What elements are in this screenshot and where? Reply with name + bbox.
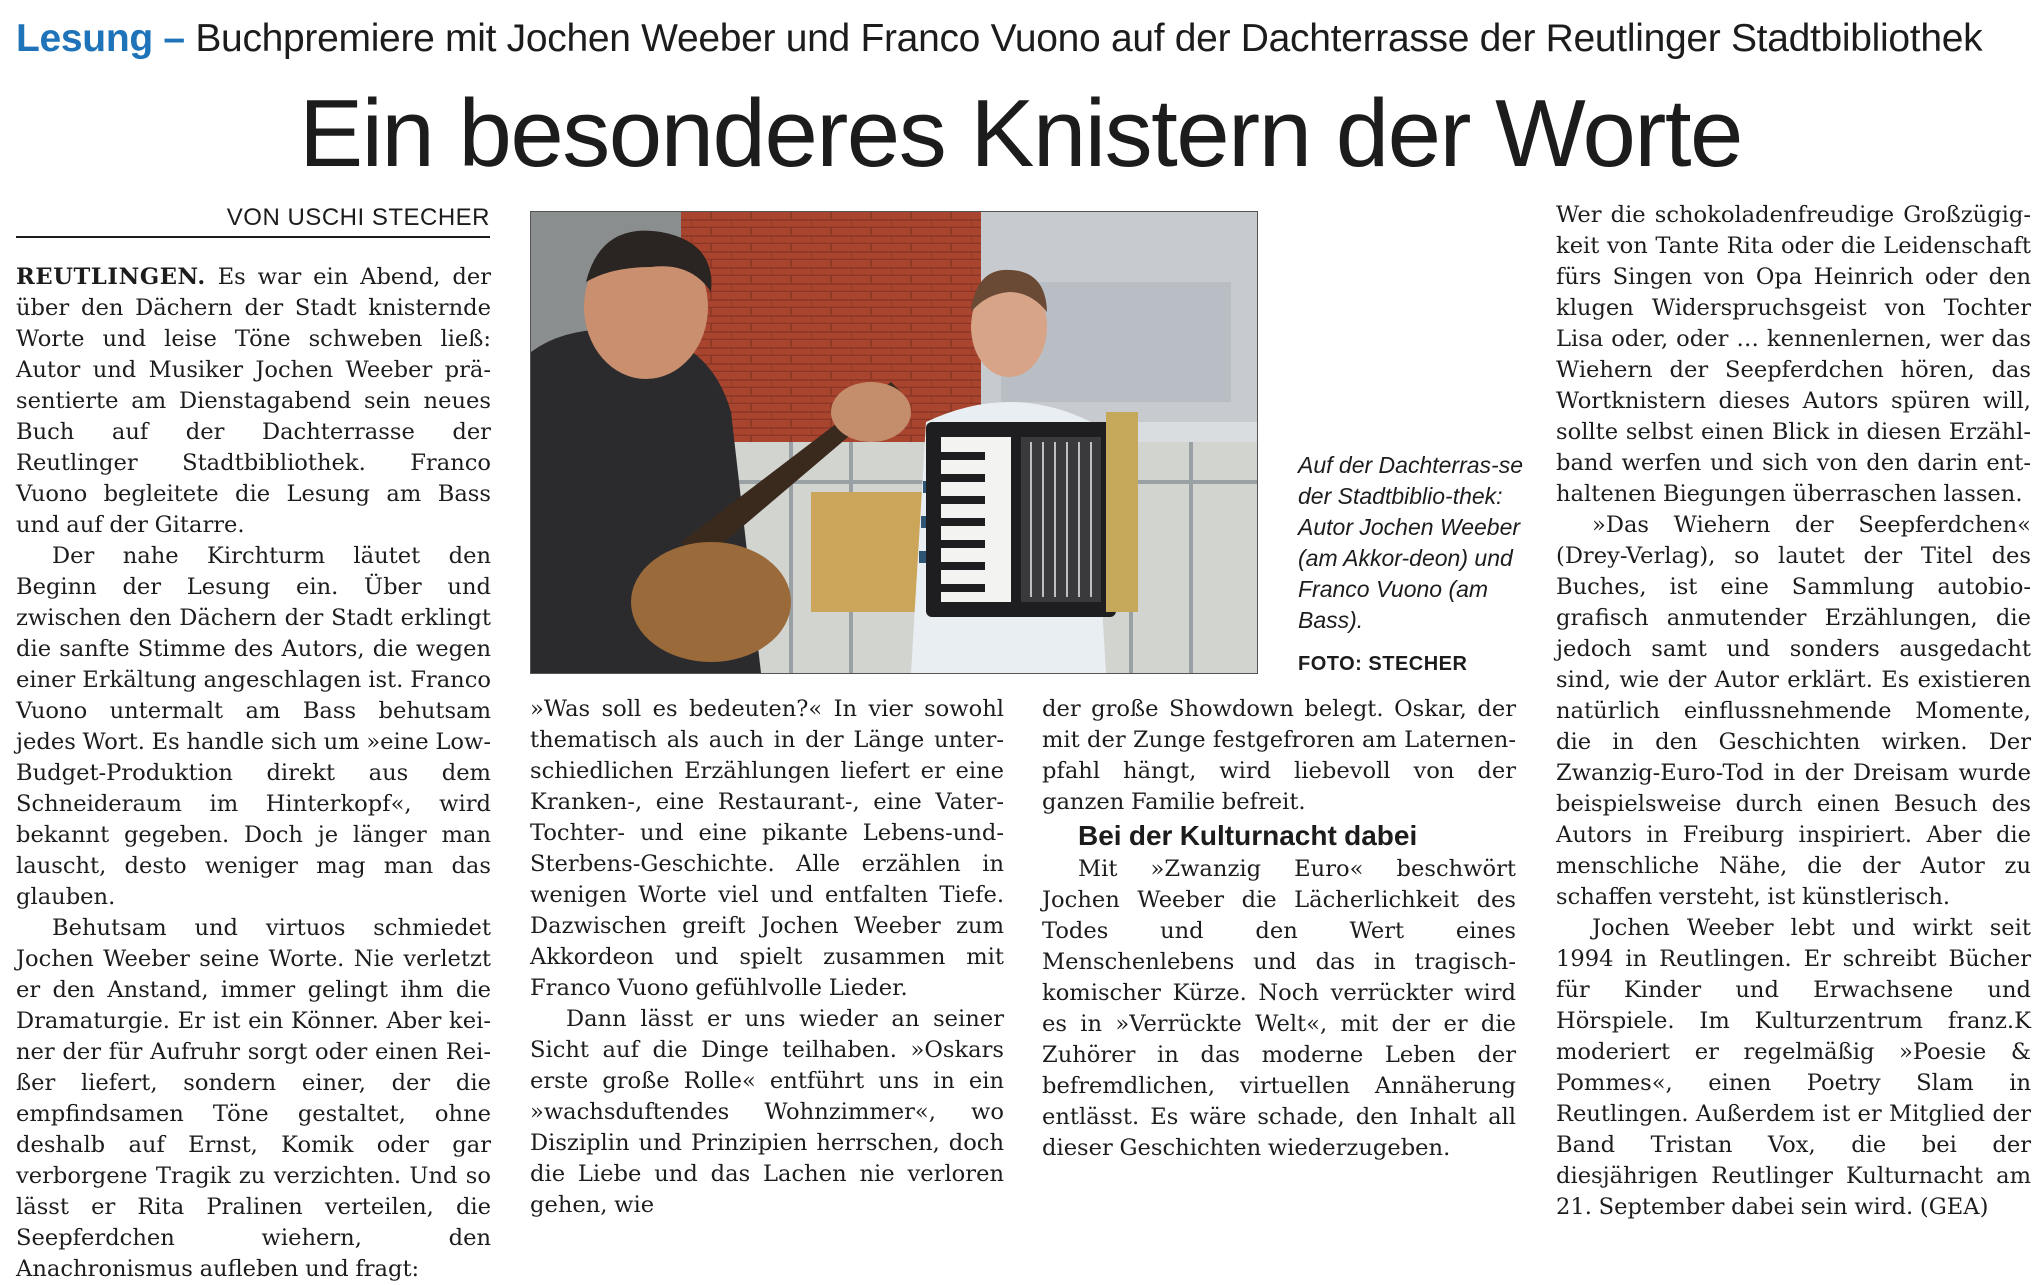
paragraph: Mit »Zwanzig Euro« beschwört Jochen Weeber die Lächerlichkeit des Todes und den Wert eines Menschenlebens und das in tragisch-komischer Kürze. Noch verrückter wird es in »Verrückte Welt«, mit der er die Zuhörer in das moderne Leben der befremdlichen, virtuellen Annäherung entlässt. Es wäre schade, den Inhalt all dieser Geschichten wiederzugeben. bbox=[1042, 856, 1516, 1161]
kicker-label: Lesung – bbox=[16, 17, 185, 60]
paragraph: Dann lässt er uns wieder an seiner Sicht auf die Dinge teilhaben. »Oskars erste große Rolle« entführt uns in ein »wachsduftendes Wohnzimmer«, wo Disziplin und Prinzipien herrschen, doch die Liebe und das Lachen nie verloren gehen, wie bbox=[530, 1006, 1004, 1218]
kicker-text: Buchpremiere mit Jochen Weeber und Franco Vuono auf der Dachterrasse der Reutlinger Stadtbibliothek bbox=[195, 17, 1983, 60]
paragraph: »Das Wiehern der Seepferdchen« (Drey-Verlag), so lautet der Titel des Buches, ist eine Sammlung autobiografisch anmutender Erzählungen, die jedoch samt und sonders ausgedacht sind, wie der Autor erklärt. Es existieren natürlich einflussnehmende Momente, die in den Geschichten wirken. Der Zwanzig-Euro-Tod in der Dreisam wurde beispielsweise durch einen Besuch des Autors in Freiburg inspiriert. Aber die menschliche Nähe, die der Autor zu schaffen versteht, ist künstlerisch. bbox=[1556, 512, 2031, 910]
paragraph-text: Es war ein Abend, der über den Dächern der Stadt knisternde Worte und leise Töne schweben ließ: Autor und Musiker Jochen Weeber präsentierte am Dienstagabend sein neues Buch auf der Dachterrasse der Reutlinger Stadtbibliothek. Franco Vuono begleitete die Lesung am Bass und auf der Gitarre. bbox=[16, 264, 491, 538]
paragraph: Wer die schokoladenfreudige Großzügigkeit von Tante Rita oder die Leidenschaft fürs Singen von Opa Heinrich oder den klugen Widerspruchsgeist von Tochter Lisa oder, oder … kennenlernen, wer das Wiehern der Seepferdchen hören, das Wortknistern dieses Autors spüren will, sollte selbst einen Blick in diesen Erzählband werfen und sich von den darin enthaltenen Biegungen überraschen lassen. bbox=[1556, 202, 2031, 507]
byline: VON USCHI STECHER bbox=[16, 202, 490, 238]
guitar-body bbox=[631, 542, 791, 662]
paragraph: der große Showdown belegt. Oskar, der mit der Zunge festgefroren am Laternenpfahl hängt, wird liebevoll von der ganzen Familie befreit. bbox=[1042, 696, 1516, 815]
paragraph: »Was soll es bedeuten?« In vier sowohl thematisch als auch in der Länge unterschiedlichen Erzählungen liefert er eine Kranken-, eine Restaurant-, eine Vater-Tochter- und eine pikante Lebens-und-Sterbens-Geschichte. Alle erzählen in wenigen Worte viel und entfalten Tiefe. Dazwischen greift Jochen Weeber zum Akkordeon und spielt zusammen mit Franco Vuono gefühlvolle Lieder. bbox=[530, 696, 1004, 1001]
dateline: REUTLINGEN. bbox=[16, 264, 206, 290]
paragraph bbox=[16, 262, 491, 541]
photo-caption: Auf der Dachterras-se der Stadtbiblio-thek: Autor Jochen Weeber (am Akkor-deon) und Franco Vuono (am Bass). bbox=[1298, 452, 1523, 633]
paragraph: Jochen Weeber lebt und wirkt seit 1994 in Reutlingen. Er schreibt Bücher für Kinder und Erwachsene und Hörspiele. Im Kulturzentrum franz.K moderiert er regelmäßig »Poesie & Pommes«, einen Poetry Slam in Reutlingen. Außerdem ist er Mitglied der Band Tristan Vox, die bei der diesjährigen Reutlinger Kulturnacht am 21. September dabei sein wird. (GEA) bbox=[1556, 915, 2031, 1220]
article-column-2 bbox=[530, 694, 1004, 1221]
section-subheading: Bei der Kulturnacht dabei bbox=[1078, 820, 1418, 851]
photo-credit: FOTO: STECHER bbox=[1298, 653, 1468, 675]
musicians-photo-illustration bbox=[531, 212, 1257, 673]
paragraph: Behutsam und virtuos schmiedet Jochen Weeber seine Worte. Nie verletzt er den Anstand, immer gelingt ihm die Dramaturgie. Er ist ein Könner. Aber keiner der für Aufruhr sorgt oder einen Reißer liefert, sondern einer, der die empfindsamen Töne gestaltet, ohne deshalb auf Ernst, Komik oder gar verborgene Tragik zu verzichten. Und so lässt er Rita Pralinen verteilen, die Seepferdchen wiehern, den Anachronismus aufleben und fragt: bbox=[16, 915, 491, 1282]
article-photo bbox=[530, 211, 1258, 674]
article-column-4 bbox=[1556, 200, 2031, 1223]
article-kicker bbox=[16, 10, 2026, 68]
article-column-1 bbox=[16, 262, 491, 1285]
headline: Ein besonderes Knistern der Worte bbox=[299, 80, 1742, 187]
paragraph: Der nahe Kirchturm läutet den Beginn der Lesung ein. Über und zwischen den Dächern der Stadt erklingt die sanfte Stimme des Autors, die wegen einer Erkältung angeschlagen ist. Franco Vuono untermalt am Bass behutsam jedes Wort. Es handle sich um »eine Low-Budget-Produktion direkt aus dem Schneideraum im Hinterkopf«, wird bekannt gegeben. Doch je länger man lauscht, desto weniger mag man das glauben. bbox=[16, 543, 491, 910]
article-column-3 bbox=[1042, 694, 1516, 1164]
